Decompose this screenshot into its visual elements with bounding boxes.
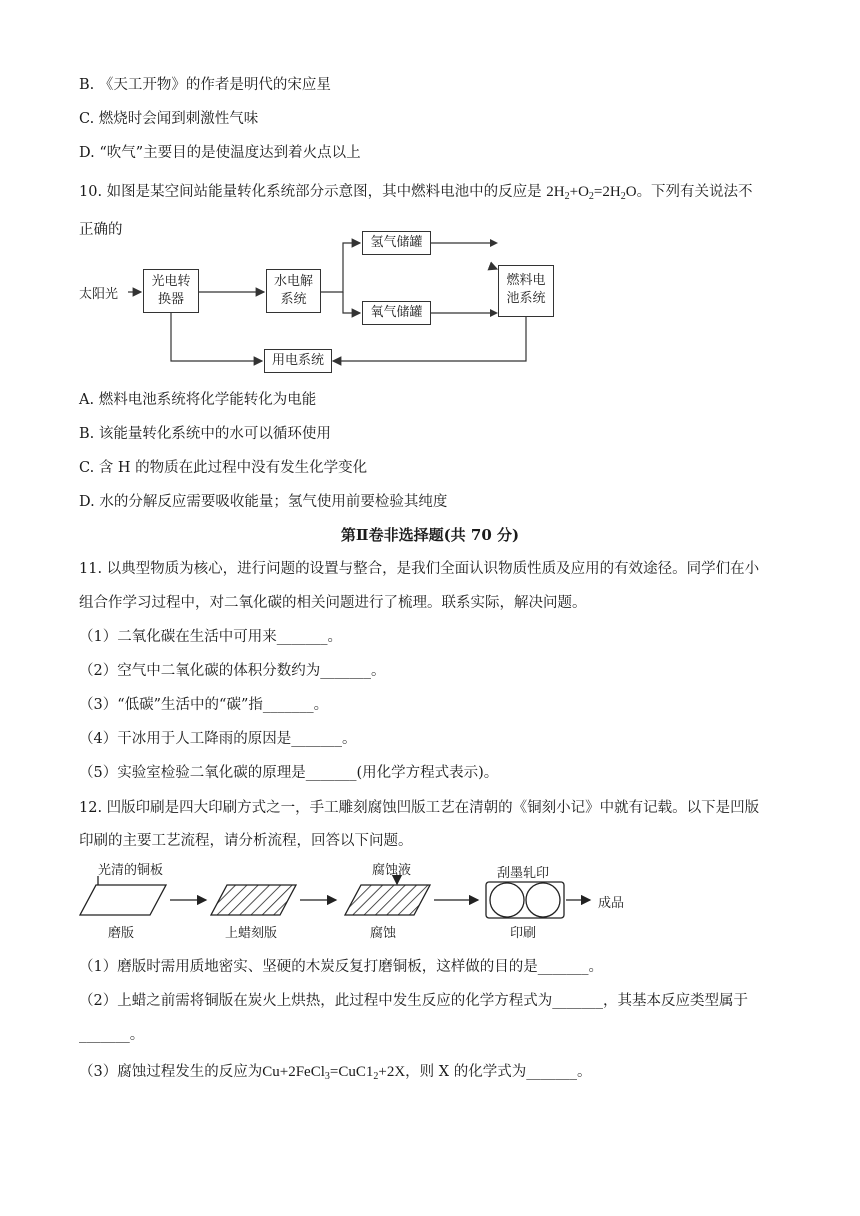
q11-part-3: （3）“低碳”生活中的“碳”指_______。 [79,697,329,713]
q10-option-a: A. 燃料电池系统将化学能转化为电能 [79,392,317,408]
press-roller-left [490,883,524,917]
q12-stem-line2: 印刷的主要工艺流程，请分析流程，回答以下问题。 [79,833,413,849]
q11-stem-line1: 11. 以典型物质为核心，进行问题的设置与整合，是我们全面认识物质性质及应用的有效途径。同学们在小 [79,561,760,577]
q12-part-3 [79,1060,591,1082]
copper-plate-label: 光清的铜板 [98,863,164,878]
q12-part-3-before: （3）腐蚀过程发生的反应为 [79,1064,263,1080]
q10-equation: $2H_2+O_2=2H_2O$ [546,184,637,202]
step1-label: 磨版 [108,926,135,941]
step3-label: 腐蚀 [370,926,397,941]
plate-step2 [211,885,296,915]
product-label: 成品 [598,896,625,911]
h2-tank-box: 氢气储罐 [362,231,431,255]
q12-part-2-line2: _______。 [79,1027,145,1043]
q12-part-3-after: ，则 X 的化学式为_______。 [405,1064,592,1080]
ink-press-label: 刮墨轧印 [497,866,550,881]
q10-option-b: B. 该能量转化系统中的水可以循环使用 [79,426,331,442]
electrolysis-box: 水电解 系统 [266,269,321,313]
q11-part-4: （4）干冰用于人工降雨的原因是_______。 [79,731,357,747]
q12-stem-line1: 12. 凹版印刷是四大印刷方式之一，手工雕刻腐蚀凹版工艺在清朝的《铜刻小记》中就有记载。以下是凹版 [79,800,760,816]
press-roller-right [526,883,560,917]
q11-part-2: （2）空气中二氧化碳的体积分数约为_______。 [79,663,386,679]
q10-stem-before: 10. 如图是某空间站能量转化系统部分示意图，其中燃料电池中的反应是 [79,184,542,200]
fuel-cell-box: 燃料电 池系统 [498,265,554,317]
q9-option-c: C. 燃烧时会闻到刺激性气味 [79,111,259,127]
q11-stem-line2: 组合作学习过程中，对二氧化碳的相关问题进行了梳理。联系实际，解决问题。 [79,595,587,611]
q12-equation: $Cu+2FeCl_3=CuC1_2+2X$ [262,1064,406,1082]
q9-option-d: D. “吹气”主要目的是使温度达到着火点以上 [79,145,361,161]
power-system-box: 用电系统 [264,349,332,373]
plate-step1 [80,885,166,915]
section-2-title: 第Ⅱ卷非选择题(共 70 分) [340,526,520,544]
q11-part-5: （5）实验室检验二氧化碳的原理是_______(用化学方程式表示)。 [79,765,499,781]
q10-option-c: C. 含 H 的物质在此过程中没有发生化学变化 [79,460,368,476]
step2-label: 上蜡刻版 [225,926,278,941]
converter-box: 光电转 换器 [143,269,199,313]
q10-option-d: D. 水的分解反应需要吸收能量；氢气使用前要检验其纯度 [79,494,448,510]
q12-part-2-line1: （2）上蜡之前需将铜版在炭火上烘热，此过程中发生反应的化学方程式为_______，其基本反应类型属于 [79,993,748,1009]
etching-liquid-label: 腐蚀液 [372,863,412,878]
sunlight-label: 太阳光 [79,287,119,302]
o2-tank-box: 氧气储罐 [362,301,431,325]
q10-stem-after: 。下列有关说法不 [636,184,753,200]
q10-stem-line2: 正确的 [79,222,123,238]
q9-option-b: B. 《天工开物》的作者是明代的宋应星 [79,77,331,93]
step4-label: 印刷 [510,926,537,941]
q11-part-1: （1）二氧化碳在生活中可用来_______。 [79,629,342,645]
q12-part-1: （1）磨版时需用质地密实、坚硬的木炭反复打磨铜板，这样做的目的是_______。 [79,959,603,975]
plate-step3 [345,885,430,915]
